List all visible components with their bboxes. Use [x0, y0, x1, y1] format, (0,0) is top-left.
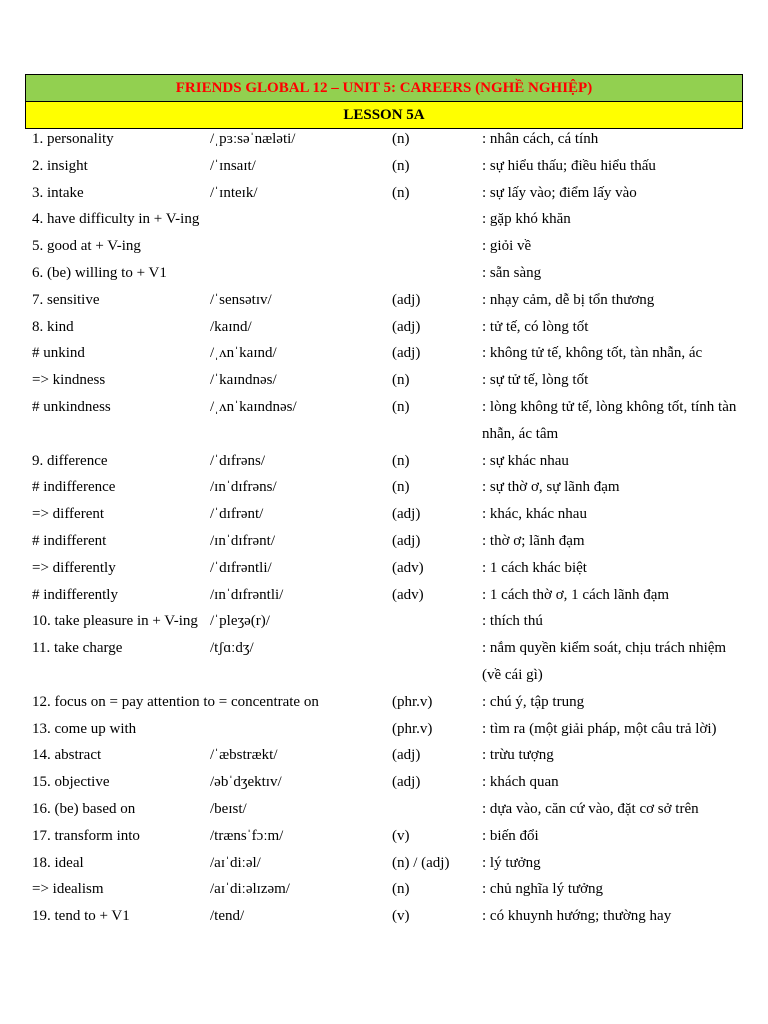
- vocab-ipa: /ˌpɜːsəˈnæləti/: [210, 131, 296, 147]
- vocab-part-of-speech: (adj): [392, 318, 421, 335]
- vocab-term: 14. abstract: [32, 747, 102, 764]
- vocab-row: [32, 260, 742, 287]
- vocab-part-of-speech: (v): [392, 827, 410, 844]
- vocab-meaning: : có khuynh hướng; thường hay: [482, 908, 672, 925]
- vocab-part-of-speech: (n): [392, 881, 410, 898]
- vocab-meaning: : khác, khác nhau: [482, 506, 587, 523]
- vocab-row: [32, 206, 742, 233]
- vocab-meaning: : chú ý, tập trung: [482, 693, 585, 710]
- vocab-meaning: : sự khác nhau: [482, 452, 569, 469]
- vocab-term: 15. objective: [32, 774, 110, 791]
- vocab-meaning: : sự hiểu thấu; điều hiểu thấu: [482, 157, 656, 174]
- vocab-row: [32, 769, 742, 796]
- vocab-row: [32, 635, 742, 689]
- vocab-row: [32, 528, 742, 555]
- vocab-row: [32, 180, 742, 207]
- vocab-term: # unkindness: [32, 398, 111, 415]
- vocab-term: 13. come up with: [32, 720, 137, 737]
- vocab-row: [32, 582, 742, 609]
- vocab-row: [32, 501, 742, 528]
- vocab-part-of-speech: (n): [392, 372, 410, 389]
- vocab-term: 16. (be) based on: [32, 800, 136, 817]
- vocab-meaning: : tìm ra (một giải pháp, một câu trả lời): [482, 720, 717, 737]
- vocab-ipa: /ˈdɪfrəns/: [210, 452, 265, 469]
- vocab-part-of-speech: (adv): [392, 586, 424, 603]
- vocab-ipa: /ˌʌnˈkaɪnd/: [210, 345, 277, 362]
- vocab-ipa: /tend/: [210, 908, 245, 925]
- vocab-row: [32, 233, 742, 260]
- vocab-meaning: : sự tử tế, lòng tốt: [482, 372, 589, 389]
- vocab-ipa: /ɪnˈdɪfrəntli/: [210, 586, 284, 603]
- vocab-term: 19. tend to + V1: [32, 908, 130, 925]
- vocab-ipa: /ˈpleʒə(r)/: [210, 613, 270, 630]
- vocab-part-of-speech: (adj): [392, 345, 421, 362]
- vocab-term: 11. take charge: [32, 640, 123, 657]
- vocab-meaning: : sự lấy vào; điểm lấy vào: [482, 184, 637, 201]
- vocab-row: [32, 796, 742, 823]
- vocab-part-of-speech: (n): [392, 184, 410, 201]
- vocab-ipa: /ˈɪnsaɪt/: [210, 157, 256, 174]
- vocab-row: [32, 126, 742, 153]
- vocab-ipa: /ˈdɪfrənt/: [210, 506, 264, 523]
- vocab-term: 3. intake: [32, 184, 84, 201]
- vocab-ipa: /ˌʌnˈkaɪndnəs/: [210, 398, 297, 415]
- vocab-part-of-speech: (adj): [392, 506, 421, 523]
- vocab-ipa: /ˈsensətɪv/: [210, 291, 272, 308]
- vocab-row: [32, 314, 742, 341]
- vocab-part-of-speech: (n): [392, 479, 410, 496]
- vocab-ipa: /beɪst/: [210, 800, 247, 817]
- vocab-term: # unkind: [32, 345, 85, 362]
- vocab-row: [32, 823, 742, 850]
- vocab-term: 12. focus on = pay attention to = concentrate on: [32, 693, 319, 710]
- vocab-part-of-speech: (adj): [392, 291, 421, 308]
- vocab-row: [32, 555, 742, 582]
- document-title: FRIENDS GLOBAL 12 – UNIT 5: CAREERS (NGHỀ NGHIỆP): [25, 74, 743, 102]
- vocabulary-list: [32, 126, 742, 930]
- vocab-ipa: /aɪˈdiːəl/: [210, 854, 261, 871]
- lesson-heading: LESSON 5A: [25, 101, 743, 129]
- vocab-meaning: : dựa vào, căn cứ vào, đặt cơ sở trên: [482, 800, 699, 817]
- vocab-meaning: : 1 cách khác biệt: [482, 559, 587, 576]
- vocab-meaning: : lý tưởng: [482, 854, 541, 871]
- vocab-term: => idealism: [32, 881, 104, 898]
- vocab-term: 5. good at + V-ing: [32, 238, 141, 255]
- vocab-row: [32, 448, 742, 475]
- vocab-term: 7. sensitive: [32, 291, 100, 308]
- vocab-part-of-speech: (n): [392, 131, 410, 147]
- vocab-term: => kindness: [32, 372, 106, 389]
- vocab-meaning: : nắm quyền kiểm soát, chịu trách nhiệm (về cái gì): [482, 640, 727, 683]
- vocab-meaning: : nhạy cảm, dễ bị tổn thương: [482, 291, 655, 308]
- vocab-term: 18. ideal: [32, 854, 84, 871]
- vocab-ipa: /trænsˈfɔːm/: [210, 827, 284, 844]
- vocab-ipa: /kaɪnd/: [210, 318, 252, 335]
- vocab-row: [32, 287, 742, 314]
- vocab-meaning: : lòng không tử tế, lòng không tốt, tính tàn nhẫn, ác tâm: [482, 398, 737, 442]
- vocab-ipa: /aɪˈdiːəlɪzəm/: [210, 881, 290, 898]
- vocab-term: 17. transform into: [32, 827, 140, 844]
- vocab-term: => differently: [32, 559, 116, 576]
- vocab-term: 6. (be) willing to + V1: [32, 264, 167, 281]
- vocab-row: [32, 394, 742, 448]
- vocab-row: [32, 340, 742, 367]
- vocab-part-of-speech: (n): [392, 398, 410, 415]
- vocab-term: 8. kind: [32, 318, 74, 335]
- vocab-ipa: /ˈæbstrækt/: [210, 747, 278, 764]
- vocab-term: # indifferent: [32, 532, 107, 549]
- vocab-part-of-speech: (adj): [392, 532, 421, 549]
- vocab-row: [32, 716, 742, 743]
- vocab-meaning: : giỏi về: [482, 238, 532, 255]
- vocab-part-of-speech: (phr.v): [392, 693, 433, 710]
- vocab-part-of-speech: (n) / (adj): [392, 854, 450, 871]
- vocab-ipa: /ɪnˈdɪfrəns/: [210, 479, 277, 496]
- vocab-term: 1. personality: [32, 131, 114, 147]
- vocab-term: 10. take pleasure in + V-ing: [32, 613, 198, 630]
- vocab-meaning: : không tử tế, không tốt, tàn nhẫn, ác: [482, 345, 703, 362]
- vocab-row: [32, 850, 742, 877]
- vocab-part-of-speech: (n): [392, 452, 410, 469]
- vocab-term: 4. have difficulty in + V-ing: [32, 211, 200, 228]
- vocab-term: 2. insight: [32, 157, 88, 174]
- vocab-row: [32, 742, 742, 769]
- vocab-meaning: : khách quan: [482, 774, 559, 791]
- vocab-term: => different: [32, 506, 105, 523]
- vocab-meaning: : nhân cách, cá tính: [482, 131, 599, 147]
- vocab-row: [32, 153, 742, 180]
- vocab-meaning: : biến đổi: [482, 827, 539, 844]
- vocab-meaning: : chủ nghĩa lý tưởng: [482, 881, 604, 898]
- vocab-ipa: /ˈkaɪndnəs/: [210, 372, 277, 389]
- vocab-meaning: : gặp khó khăn: [482, 211, 571, 228]
- vocab-row: [32, 608, 742, 635]
- vocab-meaning: : thờ ơ; lãnh đạm: [482, 532, 585, 549]
- vocab-part-of-speech: (phr.v): [392, 720, 433, 737]
- vocab-row: [32, 689, 742, 716]
- vocab-term: 9. difference: [32, 452, 108, 469]
- vocab-part-of-speech: (n): [392, 157, 410, 174]
- vocab-meaning: : tử tế, có lòng tốt: [482, 318, 589, 335]
- vocab-row: [32, 474, 742, 501]
- vocab-meaning: : 1 cách thờ ơ, 1 cách lãnh đạm: [482, 586, 670, 603]
- vocab-row: [32, 903, 742, 930]
- vocab-ipa: /tʃɑːdʒ/: [210, 640, 254, 657]
- vocab-ipa: /əbˈdʒektɪv/: [210, 774, 282, 791]
- vocab-term: # indifference: [32, 479, 116, 496]
- vocab-meaning: : sự thờ ơ, sự lãnh đạm: [482, 479, 620, 496]
- vocab-part-of-speech: (adj): [392, 747, 421, 764]
- vocab-ipa: /ˈɪnteɪk/: [210, 184, 258, 201]
- vocab-row: [32, 876, 742, 903]
- vocab-meaning: : sẵn sàng: [482, 264, 542, 281]
- vocab-part-of-speech: (v): [392, 908, 410, 925]
- vocab-part-of-speech: (adv): [392, 559, 424, 576]
- vocab-meaning: : trừu tượng: [482, 747, 554, 764]
- vocab-row: [32, 367, 742, 394]
- vocab-ipa: /ˈdɪfrəntli/: [210, 559, 272, 576]
- vocab-part-of-speech: (adj): [392, 774, 421, 791]
- vocab-term: # indifferently: [32, 586, 118, 603]
- vocab-meaning: : thích thú: [482, 613, 543, 630]
- vocab-ipa: /ɪnˈdɪfrənt/: [210, 532, 275, 549]
